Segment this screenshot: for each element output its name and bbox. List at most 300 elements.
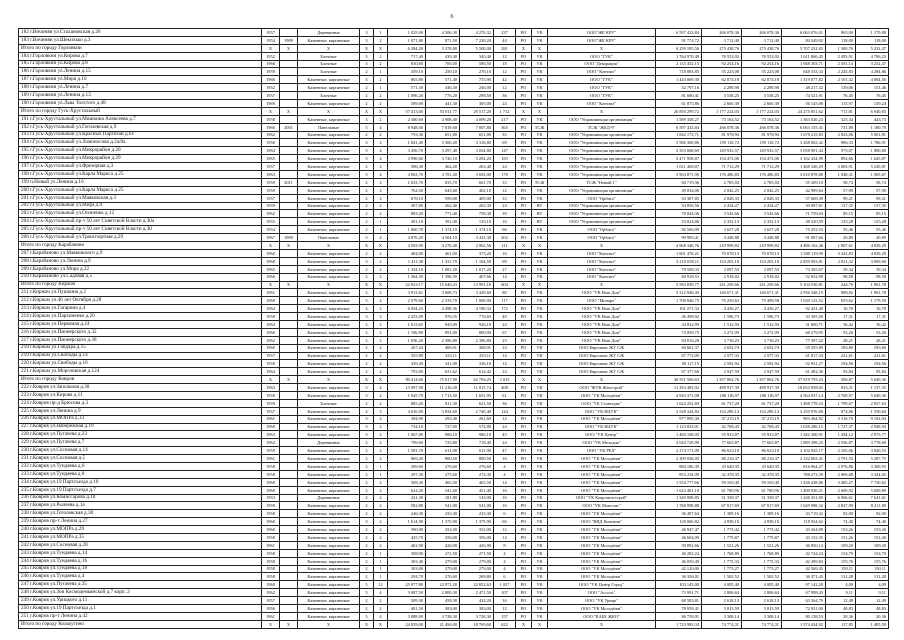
management-org-cell: ООО "Управляющая организация" [548, 147, 656, 155]
regional-funds-cell: 76 552,02 [742, 52, 782, 60]
residents-cell: 47 [494, 447, 516, 455]
owner-funds-cell: 5 707 231,83 [782, 44, 826, 52]
total-cost-cell: 1 589 358,27 [656, 115, 702, 123]
wall-material-cell: Каменные, кирпичные [298, 320, 360, 328]
wall-material-cell: Х [298, 44, 360, 52]
fund-method-cell: РО [516, 328, 532, 336]
year-built-cell: 1963 [262, 431, 280, 439]
residents-cell: 14 [494, 360, 516, 368]
floors-cell: 2 [360, 131, 374, 139]
max-cost-per-sqm-cell: 48,83 [856, 605, 889, 613]
owner-funds-cell: 42 744,24 [782, 549, 826, 557]
address-cell: 191 г.Гусь-Хрустальный ул.Мишкина Алексеева д.7 [19, 115, 262, 123]
entrances-cell: 4 [374, 384, 388, 392]
owner-funds-cell: 42 569,45 [782, 565, 826, 573]
floors-cell: 5 [360, 147, 374, 155]
private-area-cell: 263,40 [460, 163, 494, 171]
management-type-cell: УК [532, 84, 548, 92]
total-area-cell: 404,00 [388, 249, 426, 257]
private-area-cell: 368,91 [460, 344, 494, 352]
year-built-cell: 1962 [262, 589, 280, 597]
owner-funds-cell: 71 759,04 [782, 210, 826, 218]
table-row [19, 226, 889, 234]
federal-funds-cell: 59 169,40 [702, 478, 742, 486]
management-type-cell: УК [532, 486, 548, 494]
private-area-cell: 3 441,30 [460, 234, 494, 242]
address-cell: 208 г.Карабаново ул.Ленина д.9 [19, 257, 262, 265]
cost-per-sqm-cell: 865,00 [826, 29, 856, 37]
residents-cell: 24 [494, 368, 516, 376]
private-area-cell: 261,60 [460, 415, 494, 423]
total-cost-cell: 42 120,00 [656, 565, 702, 573]
owner-funds-cell: 903 464,92 [782, 415, 826, 423]
total-area-cell: 508,30 [388, 478, 426, 486]
cost-per-sqm-cell: 154,79 [826, 549, 856, 557]
year-built-cell: 1968 [262, 257, 280, 265]
cost-per-sqm-cell: 58,74 [826, 178, 856, 186]
regional-funds-cell: 3 272,99 [742, 328, 782, 336]
fund-method-cell: РО [516, 289, 532, 297]
wall-material-cell: Панельные [298, 234, 360, 242]
cost-per-sqm-cell: 118,00 [826, 36, 856, 44]
table-row [19, 202, 889, 210]
federal-funds-cell: 76 250,63 [702, 297, 742, 305]
wall-material-cell: Каменные, кирпичные [298, 344, 360, 352]
living-area-cell: 4 270,40 [426, 242, 460, 250]
owner-funds-cell: 2 132 603,31 [782, 455, 826, 463]
cost-per-sqm-cell: 874,06 [826, 407, 856, 415]
entrances-cell: 2 [374, 92, 388, 100]
regional-funds-cell: 1 512,94 [742, 320, 782, 328]
year-repaired-cell [280, 163, 298, 171]
year-repaired-cell: 2011 [280, 178, 298, 186]
floors-cell: 3 [360, 115, 374, 123]
living-area-cell: 800,50 [426, 455, 460, 463]
fund-method-cell: РО [516, 439, 532, 447]
total-cost-cell: 1 708 846,75 [656, 297, 702, 305]
max-cost-per-sqm-cell: 55,46 [856, 226, 889, 234]
total-cost-cell: 1 554 777,66 [656, 478, 702, 486]
table-row [19, 557, 889, 565]
residents-cell: 18 [494, 60, 516, 68]
owner-funds-cell: 1 500 119,99 [782, 249, 826, 257]
table-row [19, 470, 889, 478]
year-built-cell: 1958 [262, 510, 280, 518]
federal-funds-cell: 77 665,87 [702, 439, 742, 447]
floors-cell: Х [360, 107, 374, 115]
federal-funds-cell: 88 216,37 [702, 455, 742, 463]
max-cost-per-sqm-cell: 98,58 [856, 273, 889, 281]
total-area-cell: 1 025,00 [388, 29, 426, 37]
total-area-cell: 22 823,17 [388, 281, 426, 289]
fund-method-cell: РО [516, 36, 532, 44]
table-row [19, 320, 889, 328]
total-area-cell: 883,20 [388, 210, 426, 218]
federal-funds-cell: 71 712,29 [702, 163, 742, 171]
owner-funds-cell: 37 819 793,23 [782, 376, 826, 384]
floors-cell: 4 [360, 407, 374, 415]
regional-funds-cell: 2 705,04 [742, 178, 782, 186]
private-area-cell: 373,20 [460, 249, 494, 257]
management-org-cell: ООО Евролюкс ЖУ СЖ [548, 368, 656, 376]
floors-cell: 2 [360, 320, 374, 328]
table-row [19, 36, 889, 44]
owner-funds-cell: 1 611 866,45 [782, 52, 826, 60]
wall-material-cell: Каменные, кирпичные [298, 518, 360, 526]
management-type-cell: УК [532, 234, 548, 242]
total-cost-cell: 3 210 658,11 [656, 257, 702, 265]
wall-material-cell: Каменные, кирпичные [298, 407, 360, 415]
private-area-cell: 269,80 [460, 573, 494, 581]
management-org-cell: ООО "УК Наш Дом" [548, 336, 656, 344]
private-area-cell: 2 740,40 [460, 407, 494, 415]
year-built-cell: Х [262, 620, 280, 628]
management-type-cell: ВТ [532, 218, 548, 226]
private-area-cell: 352,00 [460, 526, 494, 534]
entrances-cell: 2 [374, 526, 388, 534]
management-org-cell: ООО"ЖЕ КРУ" [548, 36, 656, 44]
management-org-cell: ООО "УК Молодёжн" [548, 415, 656, 423]
fund-method-cell: РО [516, 407, 532, 415]
fund-method-cell: РО [516, 297, 532, 305]
entrances-cell: 4 [374, 297, 388, 305]
cost-per-sqm-cell: 506,87 [826, 376, 856, 384]
year-repaired-cell [280, 423, 298, 431]
year-repaired-cell: Х [280, 620, 298, 628]
private-area-cell: 2 471,50 [460, 589, 494, 597]
federal-funds-cell: 62 074,18 [702, 76, 742, 84]
year-built-cell: 1957 [262, 194, 280, 202]
living-area-cell: 271,50 [426, 549, 460, 557]
residents-cell: 365 [494, 123, 516, 131]
floors-cell: 2 [360, 447, 374, 455]
total-area-cell: 307,80 [388, 202, 426, 210]
cost-per-sqm-cell: 98,58 [826, 273, 856, 281]
cost-per-sqm-cell: 892,66 [826, 155, 856, 163]
table-row [19, 76, 889, 84]
owner-funds-cell: 56 145,08 [782, 100, 826, 108]
total-area-cell: 246,30 [388, 510, 426, 518]
wall-material-cell: Каменные, кирпичные [298, 313, 360, 321]
management-org-cell: ООО "УК Урицк" [548, 597, 656, 605]
total-area-cell: 1 013,65 [388, 320, 426, 328]
residents-cell: 12 [494, 415, 516, 423]
private-area-cell: 7 007,80 [460, 123, 494, 131]
floors-cell: 2 [360, 478, 374, 486]
regional-funds-cell: 67 917,69 [742, 502, 782, 510]
total-area-cell: 491,10 [388, 218, 426, 226]
total-area-cell: 13 097,90 [388, 384, 426, 392]
owner-funds-cell: 77 397,22 [782, 336, 826, 344]
year-repaired-cell [280, 60, 298, 68]
cost-per-sqm-cell: 137,35 [826, 202, 856, 210]
owner-funds-cell: 1 678 215,83 [782, 131, 826, 139]
total-area-cell: 481,50 [388, 605, 426, 613]
management-type-cell: УК [532, 131, 548, 139]
living-area-cell: 458,30 [426, 597, 460, 605]
max-cost-per-sqm-cell: 1 800,80 [856, 147, 889, 155]
year-repaired-cell [280, 289, 298, 297]
living-area-cell: 5 378,80 [426, 44, 460, 52]
private-area-cell: 7 230,20 [460, 36, 494, 44]
regional-funds-cell: 1 775,87 [742, 534, 782, 542]
owner-funds-cell: 80 138,53 [782, 612, 826, 620]
fund-method-cell: РО [516, 100, 532, 108]
management-type-cell: УК [532, 605, 548, 613]
total-area-cell: 1 071,80 [388, 36, 426, 44]
address-cell: 227 г.Ковров ул.Набережная д.19 [19, 423, 262, 431]
private-area-cell: 409,00 [460, 194, 494, 202]
management-type-cell: УК [532, 344, 548, 352]
wall-material-cell: Деревянные [298, 439, 360, 447]
fund-method-cell: РО [516, 541, 532, 549]
management-org-cell: ООО "УК Молодёжн" [548, 565, 656, 573]
private-area-cell: 3 728,30 [460, 612, 494, 620]
management-type-cell: УК [532, 313, 548, 321]
owner-funds-cell: 91 087,66 [782, 234, 826, 242]
management-org-cell: ООО "Управляющая организация" [548, 155, 656, 163]
floors-cell: 2 [360, 439, 374, 447]
entrances-cell: 2 [374, 597, 388, 605]
residents-cell: 147 [494, 147, 516, 155]
address-cell: 195 г.Гусь-Хрустальный ул.Микрорайон д.20 [19, 147, 262, 155]
total-area-cell: 462,90 [388, 541, 426, 549]
entrances-cell: 2 [374, 320, 388, 328]
address-cell: 240 г.Ковров ул.МОПРа д.29 [19, 526, 262, 534]
max-cost-per-sqm-cell: 85,15 [856, 210, 889, 218]
residents-cell: 1 027 [494, 581, 516, 589]
regional-funds-cell: 2 947,59 [742, 368, 782, 376]
owner-funds-cell: 1 574 434,92 [782, 620, 826, 628]
wall-material-cell: Каменные, кирпичные [298, 131, 360, 139]
address-cell: 200 г.Гусь-Хрустальный ул.Карла Маркса д.25 [19, 186, 262, 194]
regional-funds-cell: 140 671,31 [742, 289, 782, 297]
address-cell: 218 г.Киржач ул.Гайдара д.15 [19, 344, 262, 352]
year-repaired-cell: Х [280, 242, 298, 250]
year-repaired-cell [280, 541, 298, 549]
address-cell: 238 г.Ковров ул.Гоголевская д.30 [19, 510, 262, 518]
private-area-cell: 11 015,74 [460, 384, 494, 392]
cost-per-sqm-cell: 1 394,12 [826, 431, 856, 439]
max-cost-per-sqm-cell: 53,26 [856, 328, 889, 336]
regional-funds-cell: 2 618,13 [742, 597, 782, 605]
management-org-cell: Х [548, 44, 656, 52]
living-area-cell: 391,40 [426, 218, 460, 226]
residents-cell: 4 [494, 565, 516, 573]
cost-per-sqm-cell: 85,15 [826, 210, 856, 218]
cost-per-sqm-cell: 39,34 [826, 265, 856, 273]
residents-cell: 12 [494, 605, 516, 613]
max-cost-per-sqm-cell: 5 040,36 [856, 376, 889, 384]
address-cell: 250 г.Ковров ул.19 Партсъезда д.1 [19, 605, 262, 613]
management-type-cell: Х [532, 376, 548, 384]
fund-method-cell: Х [516, 620, 532, 628]
year-built-cell: 1966 [262, 123, 280, 131]
cost-per-sqm-cell: 194,56 [826, 360, 856, 368]
cost-per-sqm-cell: 150,11 [826, 565, 856, 573]
total-area-cell: 509,30 [388, 597, 426, 605]
table-row [19, 455, 889, 463]
management-type-cell: УК [532, 76, 548, 84]
cost-per-sqm-cell: 55,46 [826, 226, 856, 234]
floors-cell: 2 [360, 289, 374, 297]
owner-funds-cell: 57 669,39 [782, 194, 826, 202]
living-area-cell: 2 533,70 [426, 297, 460, 305]
year-built-cell: 1960 [262, 526, 280, 534]
address-cell: 239 г.Ковров пр-т Ленина д.27 [19, 518, 262, 526]
residents-cell: 24 [494, 320, 516, 328]
wall-material-cell: Каменные, кирпичные [298, 384, 360, 392]
max-cost-per-sqm-cell: 92,00 [856, 510, 889, 518]
management-org-cell: ООО "Управляющая организация" [548, 171, 656, 179]
fund-method-cell: РО [516, 178, 532, 186]
year-repaired-cell [280, 407, 298, 415]
max-cost-per-sqm-cell: 5 287,75 [856, 455, 889, 463]
federal-funds-cell: 149 933,57 [702, 147, 742, 155]
total-area-cell: 359,10 [388, 68, 426, 76]
max-cost-per-sqm-cell: 4 786,23 [856, 52, 889, 60]
total-cost-cell: 1 842 173,71 [656, 131, 702, 139]
management-type-cell: УК [532, 510, 548, 518]
fund-method-cell: РО [516, 431, 532, 439]
management-type-cell: УК [532, 305, 548, 313]
entrances-cell: 2 [374, 289, 388, 297]
address-cell: 210 г.Карабаново ул.Садовая д.5 [19, 273, 262, 281]
wall-material-cell: Каменные, кирпичные [298, 36, 360, 44]
living-area-cell: 986,10 [426, 431, 460, 439]
max-cost-per-sqm-cell: 9,11 [856, 589, 889, 597]
year-built-cell: 1962 [262, 439, 280, 447]
regional-funds-cell: 3 710,23 [742, 336, 782, 344]
table-row [19, 344, 889, 352]
year-built-cell: 1952 [262, 52, 280, 60]
federal-funds-cell: 1 768,89 [702, 549, 742, 557]
address-cell: 231 г.Ковров ул.Сосновая д.5 [19, 455, 262, 463]
residents-cell: 14 [494, 273, 516, 281]
management-type-cell: УК [532, 447, 548, 455]
living-area-cell: 776,20 [426, 92, 460, 100]
address-cell: 242 г.Ковров ул.Сосновая д.28 [19, 541, 262, 549]
federal-funds-cell: 1 773,42 [702, 526, 742, 534]
entrances-cell: 4 [374, 612, 388, 620]
total-area-cell: 764,50 [388, 186, 426, 194]
living-area-cell: 341,00 [426, 360, 460, 368]
address-cell: Итого по городу Ковров [19, 376, 262, 384]
max-cost-per-sqm-cell: 1 179,50 [856, 297, 889, 305]
address-cell: 199 п.Новый ул.Ленина д.16 [19, 178, 262, 186]
total-cost-cell: 4 943 371,08 [656, 391, 702, 399]
regional-funds-cell: 61 780,96 [742, 486, 782, 494]
total-cost-cell: 46 050,49 [656, 557, 702, 565]
management-org-cell: ООО "УК РЕЛ" [548, 447, 656, 455]
wall-material-cell: Блочные [298, 399, 360, 407]
total-area-cell: 339,20 [388, 360, 426, 368]
wall-material-cell: Каменные, кирпичные [298, 226, 360, 234]
max-cost-per-sqm-cell: 150,11 [856, 565, 889, 573]
private-area-cell: 621,50 [460, 399, 494, 407]
address-cell: 189 г.Горловкни ул.Ленина д.13 [19, 92, 262, 100]
entrances-cell: 2 [374, 163, 388, 171]
wall-material-cell: Каменные, кирпичные [298, 249, 360, 257]
federal-funds-cell: 3 308,14 [702, 612, 742, 620]
fund-method-cell: РО [516, 573, 532, 581]
wall-material-cell: Каменные, кирпичные [298, 431, 360, 439]
residents-cell: 66 [494, 226, 516, 234]
cost-per-sqm-cell: 125,28 [826, 218, 856, 226]
management-type-cell: УК [532, 52, 548, 60]
regional-funds-cell: 149 933,57 [742, 147, 782, 155]
residents-cell: 12 [494, 526, 516, 534]
address-cell: 184 г.Горловкни ул.Кирова д.7 [19, 52, 262, 60]
residents-cell: 281 [494, 44, 516, 52]
total-area-cell: 394,90 [388, 415, 426, 423]
year-built-cell: 1966 [262, 60, 280, 68]
federal-funds-cell: 134 280,13 [702, 407, 742, 415]
private-area-cell: 1 651,95 [460, 391, 494, 399]
fund-method-cell: РО [516, 336, 532, 344]
management-org-cell: ООО "Декорация" [548, 60, 656, 68]
management-org-cell: ООО Евролюкс ЖУ СЖ [548, 344, 656, 352]
year-built-cell: 1960 [262, 581, 280, 589]
federal-funds-cell: 159 118,72 [702, 139, 742, 147]
living-area-cell: 181,80 [426, 494, 460, 502]
year-repaired-cell [280, 218, 298, 226]
floors-cell: Х [360, 44, 374, 52]
year-built-cell: 1958 [262, 470, 280, 478]
floors-cell: 2 [360, 163, 374, 171]
management-type-cell: УК [532, 68, 548, 76]
table-row [19, 541, 889, 549]
total-area-cell: 6 054,23 [388, 305, 426, 313]
year-built-cell: 1958 [262, 391, 280, 399]
year-repaired-cell: 1989 [280, 36, 298, 44]
cost-per-sqm-cell: 99,21 [826, 194, 856, 202]
management-type-cell: Х [532, 281, 548, 289]
owner-funds-cell: 3 058 901,44 [782, 147, 826, 155]
residents-cell: 24 [494, 100, 516, 108]
year-built-cell: 1960 [262, 518, 280, 526]
regional-funds-cell: 1 773,42 [742, 526, 782, 534]
management-type-cell: УК [532, 494, 548, 502]
federal-funds-cell: 76 552,02 [702, 52, 742, 60]
subtotal-row [19, 376, 889, 384]
address-cell: Итого по городу Кольчугино [19, 620, 262, 628]
max-cost-per-sqm-cell: 3 324,02 [856, 470, 889, 478]
entrances-cell: 2 [374, 447, 388, 455]
private-area-cell: 3 292,20 [460, 155, 494, 163]
entrances-cell: 2 [374, 360, 388, 368]
fund-method-cell: Х [516, 44, 532, 52]
year-built-cell: 1959 [262, 202, 280, 210]
entrances-cell: 2 [374, 210, 388, 218]
private-area-cell: 3 429,60 [460, 289, 494, 297]
year-built-cell: 1958 [262, 557, 280, 565]
management-type-cell: УК [532, 407, 548, 415]
management-org-cell: ООО "КАБЕ ЖКО" [548, 612, 656, 620]
address-cell: 229 г.Ковров ул.Пугачева д.7 [19, 439, 262, 447]
owner-funds-cell: 6 063 155,41 [782, 123, 826, 131]
regional-funds-cell: 88 216,37 [742, 455, 782, 463]
entrances-cell: 2 [374, 455, 388, 463]
table-row [19, 131, 889, 139]
total-cost-cell: 101 271,34 [656, 305, 702, 313]
owner-funds-cell: 1 948 303,71 [782, 60, 826, 68]
private-area-cell: 2 396,80 [460, 336, 494, 344]
cost-per-sqm-cell: 2 823,06 [826, 131, 856, 139]
table-row [19, 139, 889, 147]
total-area-cell: 793,00 [388, 368, 426, 376]
regional-funds-cell: 266 078,36 [742, 29, 782, 37]
